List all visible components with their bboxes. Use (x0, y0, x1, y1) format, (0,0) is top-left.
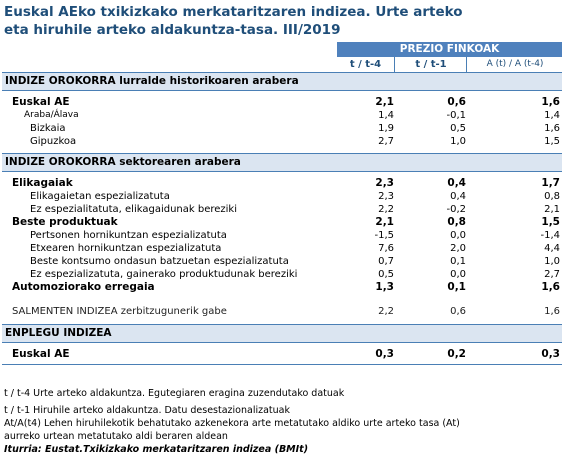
title-line-1: Euskal AEko txikizkako merkataritzaren indizea. Urte arteko (4, 4, 463, 20)
table-column-header (2, 57, 562, 73)
table-group-header (2, 42, 562, 57)
note-accumulated-line1: At/A(t4) Lehen hiruhilekotik behatutako azkenekora arte metatutako aldiko urte arteko tasa (At) (4, 418, 460, 429)
section-title-territory: INDIZE OROKORRA lurralde historikoaren arabera (2, 73, 562, 91)
table-row-salmenten: SALMENTEN INDIZEA zerbitzugunerik gabe 2,2 0,6 1,6 (12, 306, 560, 317)
table-row: Pertsonen hornikuntzan espezializatuta -1,5 0,0 -1,4 (30, 230, 560, 241)
table-row: Beste kontsumo ondasun batzuetan espezializatuta 0,7 0,1 1,0 (30, 256, 560, 267)
data-table (2, 42, 562, 365)
report-title (4, 3, 564, 39)
col-header-t-t4: t / t-4 (337, 57, 394, 72)
note-t-t1: t / t-1 Hiruhile arteko aldakuntza. Datu desestazionalizatuak (4, 405, 290, 416)
col-header-accumulated: A (t) / A (t-4) (466, 57, 563, 72)
table-row: Araba/Álava 1,4 -0,1 1,4 (24, 110, 560, 121)
table-row: Euskal AE 2,1 0,6 1,6 (12, 96, 560, 108)
table-row: Etxearen hornikuntzan espezializatuta 7,6 2,0 4,4 (30, 243, 560, 254)
prezio-finkoak-header: PREZIO FINKOAK (337, 42, 562, 57)
col-header-t-t1: t / t-1 (394, 57, 467, 72)
table-row: Ez espezialitatuta, elikagaidunak bereziki 2,2 -0,2 2,1 (30, 204, 560, 215)
table-row: Ez espezializatuta, gainerako produktudunak bereziki 0,5 0,0 2,7 (30, 269, 560, 280)
table-row: Elikagaiak 2,3 0,4 1,7 (12, 177, 560, 189)
source-note: Iturria: Eustat.Txikizkako merkataritzaren indizea (BMIt) (4, 444, 309, 455)
table-row: Euskal AE 0,3 0,2 0,3 (12, 348, 560, 360)
table-row: Beste produktuak 2,1 0,8 1,5 (12, 216, 560, 228)
table-row: Automoziorako erregaia 1,3 0,1 1,6 (12, 281, 560, 293)
note-accumulated-line2: aurreko urtean metatutako aldi beraren aldean (4, 431, 228, 442)
table-row: Gipuzkoa 2,7 1,0 1,5 (30, 136, 560, 147)
table-row: Elikagaietan espezializatuta 2,3 0,4 0,8 (30, 191, 560, 202)
title-line-2: eta hiruhile arteko aldakuntza-tasa. III/2019 (4, 22, 341, 38)
table-row: Bizkaia 1,9 0,5 1,6 (30, 123, 560, 134)
section-title-employment: ENPLEGU INDIZEA (2, 324, 562, 343)
note-t-t4: t / t-4 Urte arteko aldakuntza. Egutegiaren eragina zuzendutako datuak (4, 388, 345, 399)
section-title-sector: INDIZE OROKORRA sektorearen arabera (2, 153, 562, 172)
